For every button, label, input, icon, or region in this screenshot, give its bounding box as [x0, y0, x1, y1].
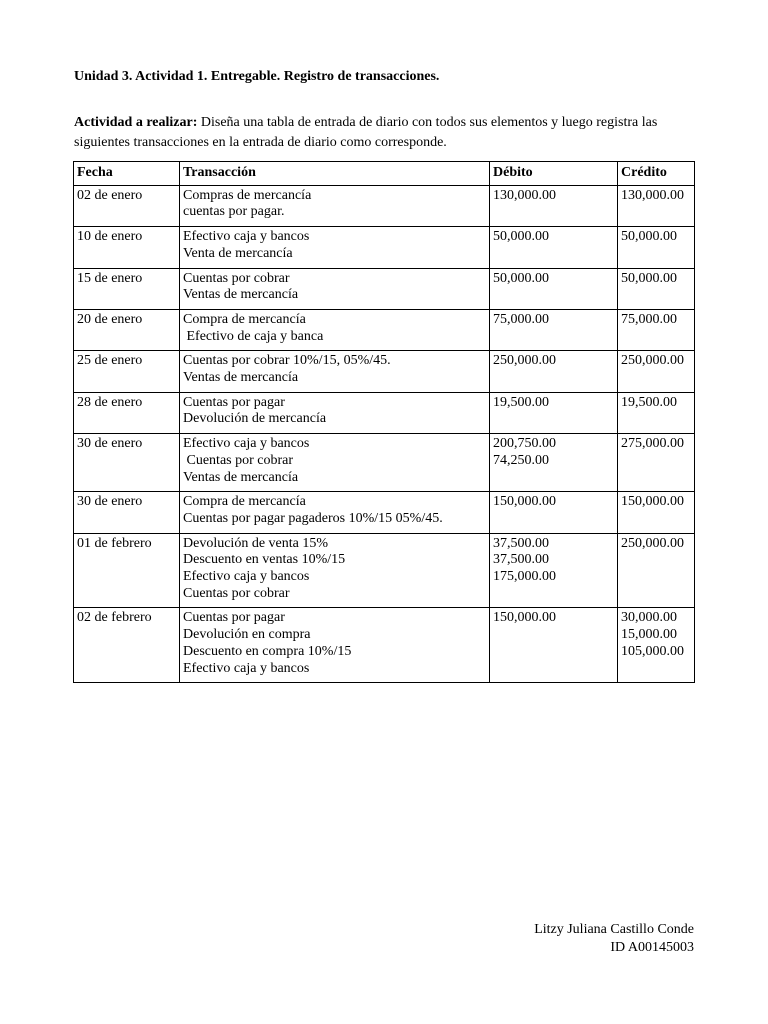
cell-credito [618, 185, 695, 226]
transaccion-line: Cuentas por pagar [183, 394, 285, 410]
transaccion-line: Efectivo caja y bancos [183, 569, 310, 585]
author-id: ID A00145003 [610, 940, 694, 955]
credito-line: 50,000.00 [621, 270, 677, 286]
transaccion-line: Venta de mercancía [183, 245, 293, 261]
transaccion-line: Compra de mercancía [183, 494, 306, 510]
cell-fecha: 10 de enero [74, 227, 180, 268]
transaccion-line: Compra de mercancía [183, 311, 306, 327]
cell-transaccion [180, 492, 490, 533]
credito-line: 250,000.00 [621, 535, 684, 551]
transaccion-line: Devolución de venta 15% [183, 535, 329, 551]
cell-transaccion [180, 608, 490, 683]
journal-table [73, 161, 695, 683]
credito-line: 50,000.00 [621, 229, 677, 245]
transaccion-line: Efectivo caja y bancos [183, 660, 310, 676]
cell-transaccion [180, 227, 490, 268]
debito-line: 74,250.00 [493, 452, 549, 468]
cell-debito [490, 185, 618, 226]
transaccion-line: Descuento en ventas 10%/15 [183, 552, 346, 568]
activity-label: Actividad a realizar: [74, 115, 198, 130]
credito-line: 75,000.00 [621, 311, 677, 327]
cell-debito [490, 268, 618, 309]
cell-debito [490, 492, 618, 533]
credito-line: 105,000.00 [621, 643, 684, 659]
cell-fecha: 28 de enero [74, 392, 180, 433]
cell-debito [490, 434, 618, 492]
cell-transaccion [180, 185, 490, 226]
cell-fecha: 02 de febrero [74, 608, 180, 683]
transaccion-line: Cuentas por cobrar [183, 452, 294, 468]
debito-line: 50,000.00 [493, 229, 549, 245]
journal-body [74, 185, 695, 683]
cell-transaccion [180, 434, 490, 492]
table-row [74, 227, 695, 268]
table-row [74, 351, 695, 392]
debito-line: 50,000.00 [493, 270, 549, 286]
table-row [74, 492, 695, 533]
author-name: Litzy Juliana Castillo Conde [534, 922, 694, 937]
cell-credito [618, 434, 695, 492]
table-row [74, 309, 695, 350]
credito-line: 275,000.00 [621, 436, 684, 452]
debito-line: 19,500.00 [493, 394, 549, 410]
debito-line: 200,750.00 [493, 436, 556, 452]
transaccion-line: Efectivo caja y bancos [183, 436, 310, 452]
cell-fecha: 15 de enero [74, 268, 180, 309]
cell-credito [618, 309, 695, 350]
credito-line: 19,500.00 [621, 394, 677, 410]
table-row [74, 434, 695, 492]
cell-credito [618, 533, 695, 608]
header-debito: Débito [490, 162, 618, 186]
cell-credito [618, 608, 695, 683]
cell-debito [490, 309, 618, 350]
transaccion-line: Descuento en compra 10%/15 [183, 643, 352, 659]
credito-line: 250,000.00 [621, 353, 684, 369]
cell-credito [618, 351, 695, 392]
cell-transaccion [180, 533, 490, 608]
transaccion-line: Ventas de mercancía [183, 287, 299, 303]
debito-line: 150,000.00 [493, 610, 556, 626]
activity-text: Diseña una tabla de entrada de diario con todos sus elementos y luego registra las siguientes transacciones en la entrada de diario como corresponde. [74, 115, 658, 150]
transaccion-line: Cuentas por cobrar 10%/15, 05%/45. [183, 353, 391, 369]
cell-fecha: 30 de enero [74, 434, 180, 492]
activity-paragraph [74, 113, 694, 153]
cell-credito [618, 392, 695, 433]
table-row [74, 268, 695, 309]
transaccion-line: Compras de mercancía [183, 187, 312, 203]
header-transaccion: Transacción [180, 162, 490, 186]
debito-line: 75,000.00 [493, 311, 549, 327]
cell-credito [618, 268, 695, 309]
cell-fecha: 20 de enero [74, 309, 180, 350]
cell-fecha: 25 de enero [74, 351, 180, 392]
transaccion-line: Cuentas por cobrar [183, 585, 290, 601]
cell-transaccion [180, 392, 490, 433]
transaccion-line: Ventas de mercancía [183, 370, 299, 386]
credito-line: 30,000.00 [621, 610, 677, 626]
transaccion-line: Cuentas por cobrar [183, 270, 290, 286]
cell-fecha: 30 de enero [74, 492, 180, 533]
header-credito: Crédito [618, 162, 695, 186]
transaccion-line: Devolución de mercancía [183, 411, 327, 427]
debito-line: 175,000.00 [493, 569, 556, 585]
signature-block [534, 921, 694, 957]
debito-line: 150,000.00 [493, 494, 556, 510]
credito-line: 150,000.00 [621, 494, 684, 510]
debito-line: 37,500.00 [493, 552, 549, 568]
cell-transaccion [180, 309, 490, 350]
cell-credito [618, 492, 695, 533]
table-row [74, 392, 695, 433]
cell-fecha: 01 de febrero [74, 533, 180, 608]
cell-debito [490, 392, 618, 433]
debito-line: 250,000.00 [493, 353, 556, 369]
table-row [74, 185, 695, 226]
debito-line: 37,500.00 [493, 535, 549, 551]
cell-fecha: 02 de enero [74, 185, 180, 226]
transaccion-line: Cuentas por pagar [183, 610, 285, 626]
cell-transaccion [180, 268, 490, 309]
cell-credito [618, 227, 695, 268]
table-row [74, 533, 695, 608]
header-fecha: Fecha [74, 162, 180, 186]
transaccion-line: cuentas por pagar. [183, 204, 285, 220]
transaccion-line: Efectivo caja y bancos [183, 229, 310, 245]
cell-debito [490, 351, 618, 392]
table-row [74, 608, 695, 683]
credito-line: 130,000.00 [621, 187, 684, 203]
credito-line: 15,000.00 [621, 627, 677, 643]
transaccion-line: Devolución en compra [183, 627, 311, 643]
cell-debito [490, 608, 618, 683]
transaccion-line: Cuentas por pagar pagaderos 10%/15 05%/45. [183, 510, 443, 526]
cell-transaccion [180, 351, 490, 392]
table-header-row [74, 162, 695, 186]
transaccion-line: Ventas de mercancía [183, 469, 299, 485]
cell-debito [490, 533, 618, 608]
cell-debito [490, 227, 618, 268]
transaccion-line: Efectivo de caja y banca [183, 328, 324, 344]
page-title: Unidad 3. Actividad 1. Entregable. Registro de transacciones. [74, 69, 440, 84]
debito-line: 130,000.00 [493, 187, 556, 203]
